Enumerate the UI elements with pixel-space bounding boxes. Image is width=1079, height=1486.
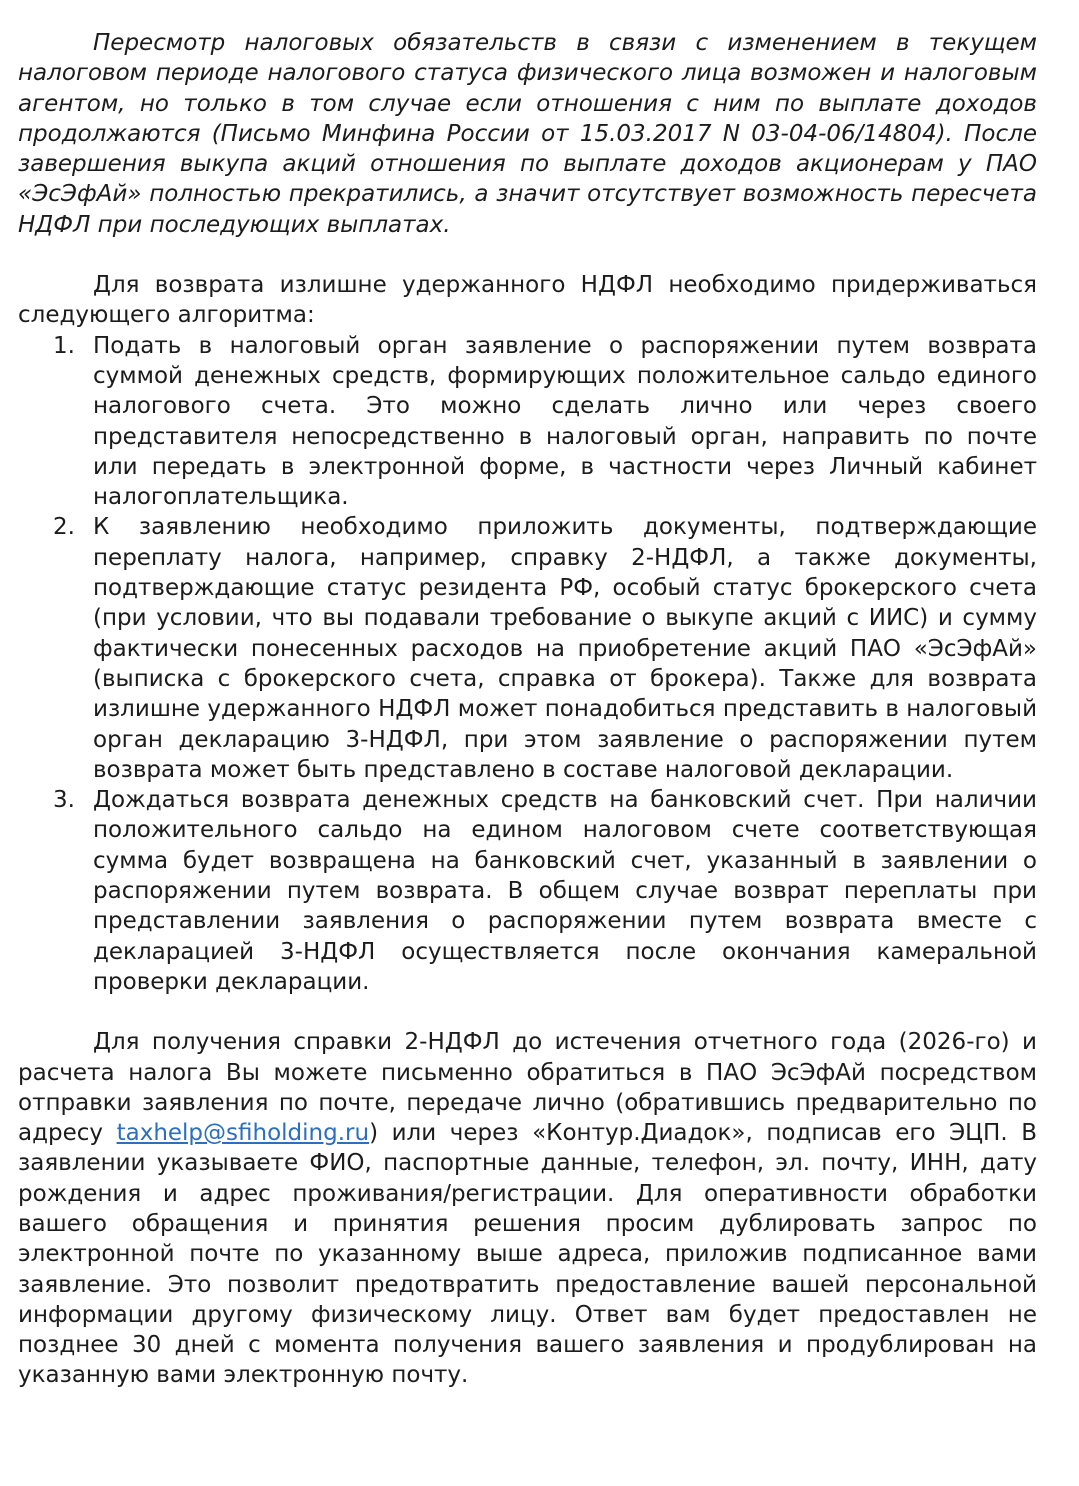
intro-paragraph: Пересмотр налоговых обязательств в связи с изменением в текущем налоговом периоде налогового статуса физического лица возможен и налоговым агентом, но только в том случае если отношения с ним по выплате доходов продолжаются (Письмо Минфина России от 15.03.2017 N 03-04-06/14804). После завершения выкупа акций отношения по выплате доходов акционерам у ПАО «ЭсЭфАй» полностью прекратились, а значит отсутствует возможность пересчета НДФЛ при последующих выплатах.	[18, 30, 1037, 238]
list-item-step-3	[18, 785, 1037, 997]
step-number: 2.	[53, 514, 75, 541]
paragraph-spacer	[18, 997, 1037, 1027]
list-item-step-1	[18, 331, 1037, 513]
document-page	[18, 28, 1037, 1391]
email-link[interactable]: taxhelp@sfiholding.ru	[116, 1120, 370, 1147]
final-paragraph-text-before-link: Для получения справки 2-НДФЛ до истечения отчетного года (2026-го) и расчета налога Вы можете письменно обратиться в ПАО ЭсЭфАй посредством отправки заявления по почте, передаче лично (обратившись предварительно по адресу	[18, 1029, 1037, 1147]
step-text: К заявлению необходимо приложить документы, подтверждающие переплату налога, например, справку 2-НДФЛ, а также документы, подтверждающие статус резидента РФ, особый статус брокерского счета (при условии, что вы подавали требование о выкупе акций с ИИС) и сумму фактически понесенных расходов на приобретение акций ПАО «ЭсЭфАй» (выписка с брокерского счета, справка от брокера). Также для возврата излишне удержанного НДФЛ может понадобиться представить в налоговый орган декларацию 3-НДФЛ, при этом заявление о распоряжении путем возврата может быть представлено в составе налоговой декларации.	[93, 514, 1038, 783]
step-text: Дождаться возврата денежных средств на банковский счет. При наличии положительного сальдо на едином налоговом счете соответствующая сумма будет возвращена на банковский счет, указанный в заявлении о распоряжении путем возврата. В общем случае возврат переплаты при представлении заявления о распоряжении путем возврата вместе с декларацией 3-НДФЛ осуществляется после окончания камеральной проверки декларации.	[93, 787, 1037, 995]
algorithm-steps-list	[18, 331, 1037, 998]
algorithm-intro-paragraph: Для возврата излишне удержанного НДФЛ необходимо придерживаться следующего алгоритма:	[18, 272, 1037, 329]
list-item-step-2	[18, 512, 1037, 785]
step-text: Подать в налоговый орган заявление о распоряжении путем возврата суммой денежных средств, формирующих положительное сальдо единого налогового счета. Это можно сделать лично или через своего представителя непосредственно в налоговый орган, направить по почте или передать в электронной форме, в частности через Личный кабинет налогоплательщика.	[93, 332, 1037, 511]
final-paragraph-text-after-link: ) или через «Контур.Диадок», подписав его ЭЦП. В заявлении указываете ФИО, паспортные данные, телефон, эл. почту, ИНН, дату рождения и адрес проживания/регистрации. Для оперативности обработки вашего обращения и принятия решения просим дублировать запрос по электронной почте по указанному выше адреса, приложив подписанное вами заявление. Это позволит предотвратить предоставление вашей персональной информации другому физическому лицу. Ответ вам будет предоставлен не позднее 30 дней с момента получения вашего заявления и продублирован на указанную вами электронную почту.	[18, 1120, 1037, 1389]
paragraph-spacer	[18, 240, 1037, 270]
step-number: 1.	[53, 332, 75, 359]
step-number: 3.	[53, 787, 75, 814]
final-paragraph	[18, 1027, 1037, 1391]
